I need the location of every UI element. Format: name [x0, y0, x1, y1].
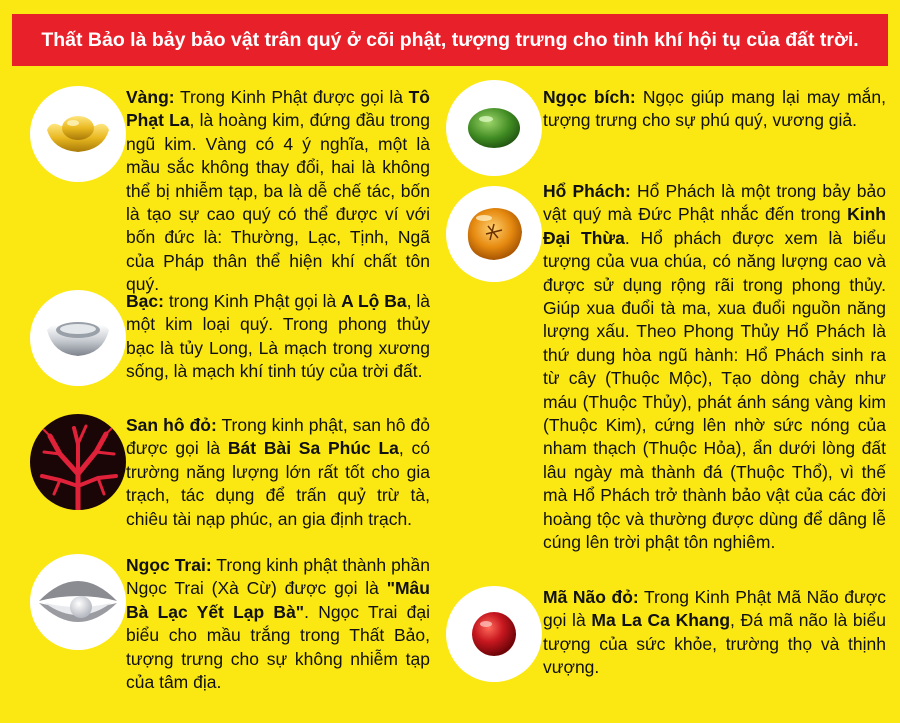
page-banner: Thất Bảo là bảy bảo vật trân quý ở cõi phật, tượng trưng cho tinh khí hội tụ của đất trời. [12, 14, 888, 66]
amber-stone-icon [458, 202, 530, 266]
jade-stone-icon [464, 103, 524, 153]
jade-title: Ngọc bích: [543, 87, 636, 107]
amber-title: Hổ Phách: [543, 181, 631, 201]
silver-title: Bạc: [126, 291, 164, 311]
amber-stone-circle [446, 186, 542, 282]
gold-ingot-circle [30, 86, 126, 182]
red-coral-icon [30, 414, 126, 510]
silver-description: Bạc: trong Kinh Phật gọi là A Lộ Ba, là một kim loại quý. Trong phong thủy bạc là tủy Long, Là mạch trong xương sống, là mạch khí tinh túy của trời đất. [126, 291, 431, 382]
pearl-oyster-circle [30, 554, 126, 650]
gold-title: Vàng: [126, 87, 175, 107]
silver-ingot-icon [43, 308, 113, 368]
red-agate-circle [446, 586, 542, 682]
red-coral-circle [30, 414, 126, 510]
silver-ingot-circle [30, 290, 126, 386]
red-agate-description: Mã Não đỏ: Trong Kinh Phật Mã Não được gọi là Ma La Ca Khang, Đá mã não là biểu tượng của sức khỏe, trường thọ và thịnh vượng. [543, 587, 887, 678]
jade-stone-circle [446, 80, 542, 176]
pearl-description: Ngọc Trai: Trong kinh phật thành phần Ngọc Trai (Xà Cừ) được gọi là "Mâu Bà Lạc Yết Lạp Bà". Ngọc Trai đại biểu cho mầu trắng trong Thất Bảo, tượng trưng cho sự không nhiễm tạp của tâm địa. [126, 555, 431, 693]
amber-description: Hổ Phách: Hổ Phách là một trong bảy bảo vật quý mà Đức Phật nhắc đến trong Kinh Đại Thừa. Hổ phách được xem là biểu tượng của vua chúa, có năng lượng cao và được sử dụng rộng rãi trong phong thủy. Giúp xua đuổi tà ma, xua đuổi nguồn năng lượng xấu. Theo Phong Thủy Hổ Phách là thứ dung hòa ngũ hành: Hổ Phách sinh ra từ cây (Thuộc Mộc), Tạo dòng chảy như máu (Thuộc Thủy), phát ánh sáng vàng kim (Thuộc Kim), cứng lên nhờ sức nóng của nham thạch (Thuộc Hỏa), ẩn dưới lòng đất lâu ngày mà thành đá (Thuộc Thổ), vì thế mà Hổ Phách trở thành bảo vật của các đời hoàng tộc và thường được dùng để dâng lễ cúng lên trời phật tôn nghiêm. [543, 181, 886, 553]
jade-description: Ngọc bích: Ngọc giúp mang lại may mắn, tượng trưng cho sự phú quý, vương giả. [543, 87, 886, 131]
red-coral-title: San hô đỏ: [126, 415, 217, 435]
gold-ingot-icon [43, 104, 113, 164]
red-coral-description: San hô đỏ: Trong kinh phật, san hô đỏ được gọi là Bát Bài Sa Phúc La, có trường năng lượng lớn rất tốt cho gia trạch, tác dụng để trấn quỷ trừ tà, chiêu tài nạp phúc, an gia định trạch. [126, 415, 430, 529]
red-agate-title: Mã Não đỏ: [543, 587, 639, 607]
red-agate-icon [464, 604, 524, 664]
gold-description: Vàng: Trong Kinh Phật được gọi là Tô Phạt La, là hoàng kim, đứng đầu trong ngũ kim. Vàng có 4 ý nghĩa, một là mầu sắc không thay đổi, hai là không thể bị nhiễm tạp, ba là dễ chế tác, bốn là tạo sự cao quý có thể được ví với bốn đức là: Thường, Lạc, Tịnh, Ngã của Pháp thân thể hiện khí chất tôn quý. [126, 87, 430, 295]
pearl-oyster-icon [35, 567, 121, 637]
pearl-title: Ngọc Trai: [126, 555, 212, 575]
